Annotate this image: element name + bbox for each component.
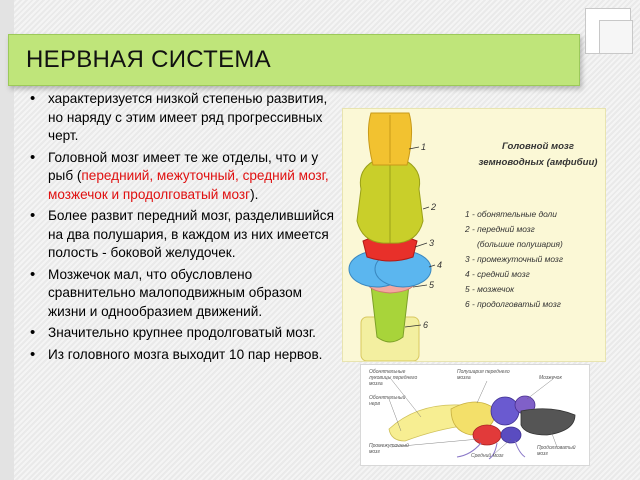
side-label-olfactory-bulbs: Обонятельные луковицы переднего мозга	[369, 369, 418, 387]
brain-number-6: 6	[423, 320, 429, 330]
bullet-item	[48, 266, 338, 322]
bullet-highlight-text: передниий, межуточный, средний мозг, мозжечок и продолговатый мозг	[48, 168, 329, 202]
side-label-midbrain: Средний мозг	[471, 453, 504, 459]
legend-item: 4 - средний мозг	[465, 269, 530, 279]
brain-number-2: 2	[431, 202, 437, 212]
brain-number-5: 5	[429, 280, 435, 290]
bullet-text: Более развит передний мозг, разделившийся на два полушария, в каждом из них имеется полость - боковой желудочек.	[48, 208, 334, 260]
legend-item: 2 - передний мозг	[465, 224, 535, 234]
legend-item: 6 - продолговатый мозг	[465, 299, 561, 309]
side-midbrain-lower-shape	[501, 427, 521, 443]
bullet-text: Мозжечок мал, что обусловлено сравнительно малоподвижным образом жизни и однообразием движений.	[48, 266, 302, 319]
side-diencephalon-shape	[473, 425, 501, 445]
bullet-item	[48, 324, 338, 343]
brain-number-3: 3	[429, 238, 435, 248]
side-label-medulla: Продолговатый мозг	[537, 445, 576, 457]
side-label-hemispheres: Полушария переднего мозга	[457, 369, 510, 381]
legend-item: 1 - обонятельные доли	[465, 209, 557, 219]
slide-title: НЕРВНАЯ СИСТЕМА	[26, 46, 271, 73]
side-midbrain-shape	[491, 397, 519, 425]
brain-legend-title-line1: Головной мозг	[502, 141, 574, 152]
brain-number-1: 1	[421, 142, 427, 152]
brain-legend-list	[465, 207, 605, 312]
bullet-item	[48, 207, 338, 263]
side-brain-panel	[360, 364, 590, 466]
brain-legend-title	[471, 139, 605, 171]
side-medulla-shape	[521, 409, 575, 435]
bullet-item	[48, 346, 338, 365]
legend-item: 3 - промежуточный мозг	[465, 254, 563, 264]
bullet-text: Головной мозг имеет те же отделы, что и у рыб (	[48, 149, 319, 183]
bullet-item	[48, 90, 338, 146]
legend-item: (большие полушария)	[477, 239, 563, 249]
bullet-text: Значительно крупнее продолговатый мозг.	[48, 325, 316, 340]
bullet-item	[48, 149, 338, 205]
legend-item: 5 - мозжечок	[465, 284, 515, 294]
side-label-olfactory-nerve: Обонятельный нерв	[369, 395, 406, 407]
bullet-list	[48, 90, 338, 367]
bullet-text: характеризуется низкой степенью развития, но наряду с этим имеет ряд прогрессивных черт.	[48, 91, 328, 143]
brain-diagram-panel	[342, 108, 606, 362]
bullet-text: Из головного мозга выходит 10 пар нервов.	[48, 346, 323, 362]
forebrain-right-shape	[390, 159, 423, 243]
corner-decoration-front	[599, 20, 633, 54]
bullet-text: ).	[250, 186, 259, 202]
side-label-cerebellum: Мозжечок	[539, 375, 562, 381]
brain-legend-title-line2: земноводных (амфибии)	[478, 157, 598, 168]
forebrain-left-shape	[357, 159, 390, 243]
brain-number-4: 4	[437, 260, 443, 270]
side-label-diencephalon: Промежуточный мозг	[369, 443, 409, 455]
